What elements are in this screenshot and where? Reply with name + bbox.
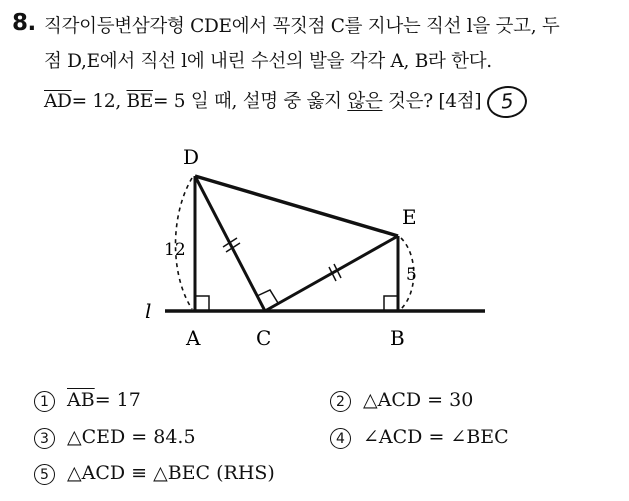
segment-ad: $\overline{AD}$ [44, 91, 72, 112]
segment-be: $\overline{BE}$ [126, 91, 153, 112]
choice-5-text: △ACD ≡ △BEC (RHS) [67, 462, 275, 484]
choice-number-1: 1 [34, 391, 55, 412]
choice-2-text: △ACD = 30 [363, 389, 474, 411]
label-b: B [390, 326, 405, 350]
choice-number-2: 2 [330, 391, 351, 412]
label-l: l [145, 299, 152, 323]
question-line-2: 점 D,E에서 직선 l에 내린 수선의 발을 각각 A, B라 한다. [44, 51, 492, 72]
question-number: 8. [12, 10, 36, 36]
label-d: D [183, 145, 200, 169]
choice-number-4: 4 [330, 428, 351, 449]
emphasis-not: 않은 [347, 91, 383, 112]
choice-3-text: △CED = 84.5 [67, 426, 196, 448]
choice-2[interactable] [330, 389, 473, 412]
length-be-label: 5 [406, 265, 417, 285]
choice-4[interactable] [330, 426, 509, 449]
question-tail: 것은? [4점] [382, 91, 482, 112]
choice-4-text: ∠ACD = ∠BEC [363, 426, 509, 448]
segment-de-line [195, 176, 398, 236]
be-value-text: = 5 일 때, 설명 중 옳지 [152, 91, 348, 112]
label-e: E [402, 205, 417, 229]
choice-1-text: = 17 [94, 389, 141, 411]
handwritten-answer-mark: 5 [486, 84, 529, 120]
right-angle-b [384, 296, 398, 311]
choice-3[interactable] [34, 426, 196, 449]
choice-5[interactable] [34, 462, 275, 485]
choice-number-5: 5 [34, 464, 55, 485]
ad-value: = 12, [71, 91, 127, 112]
right-angle-a [195, 296, 209, 311]
label-a: A [186, 326, 201, 350]
choice-1[interactable] [34, 389, 141, 412]
question-line-1: 직각이등변삼각형 CDE에서 꼭짓점 C를 지나는 직선 l을 긋고, 두 [44, 16, 560, 37]
label-c: C [256, 326, 272, 350]
segment-dc-line [195, 176, 265, 311]
choice-number-3: 3 [34, 428, 55, 449]
choice-1-segment: $\overline{AB}$ [67, 389, 95, 411]
length-ad-label: 12 [164, 240, 186, 260]
